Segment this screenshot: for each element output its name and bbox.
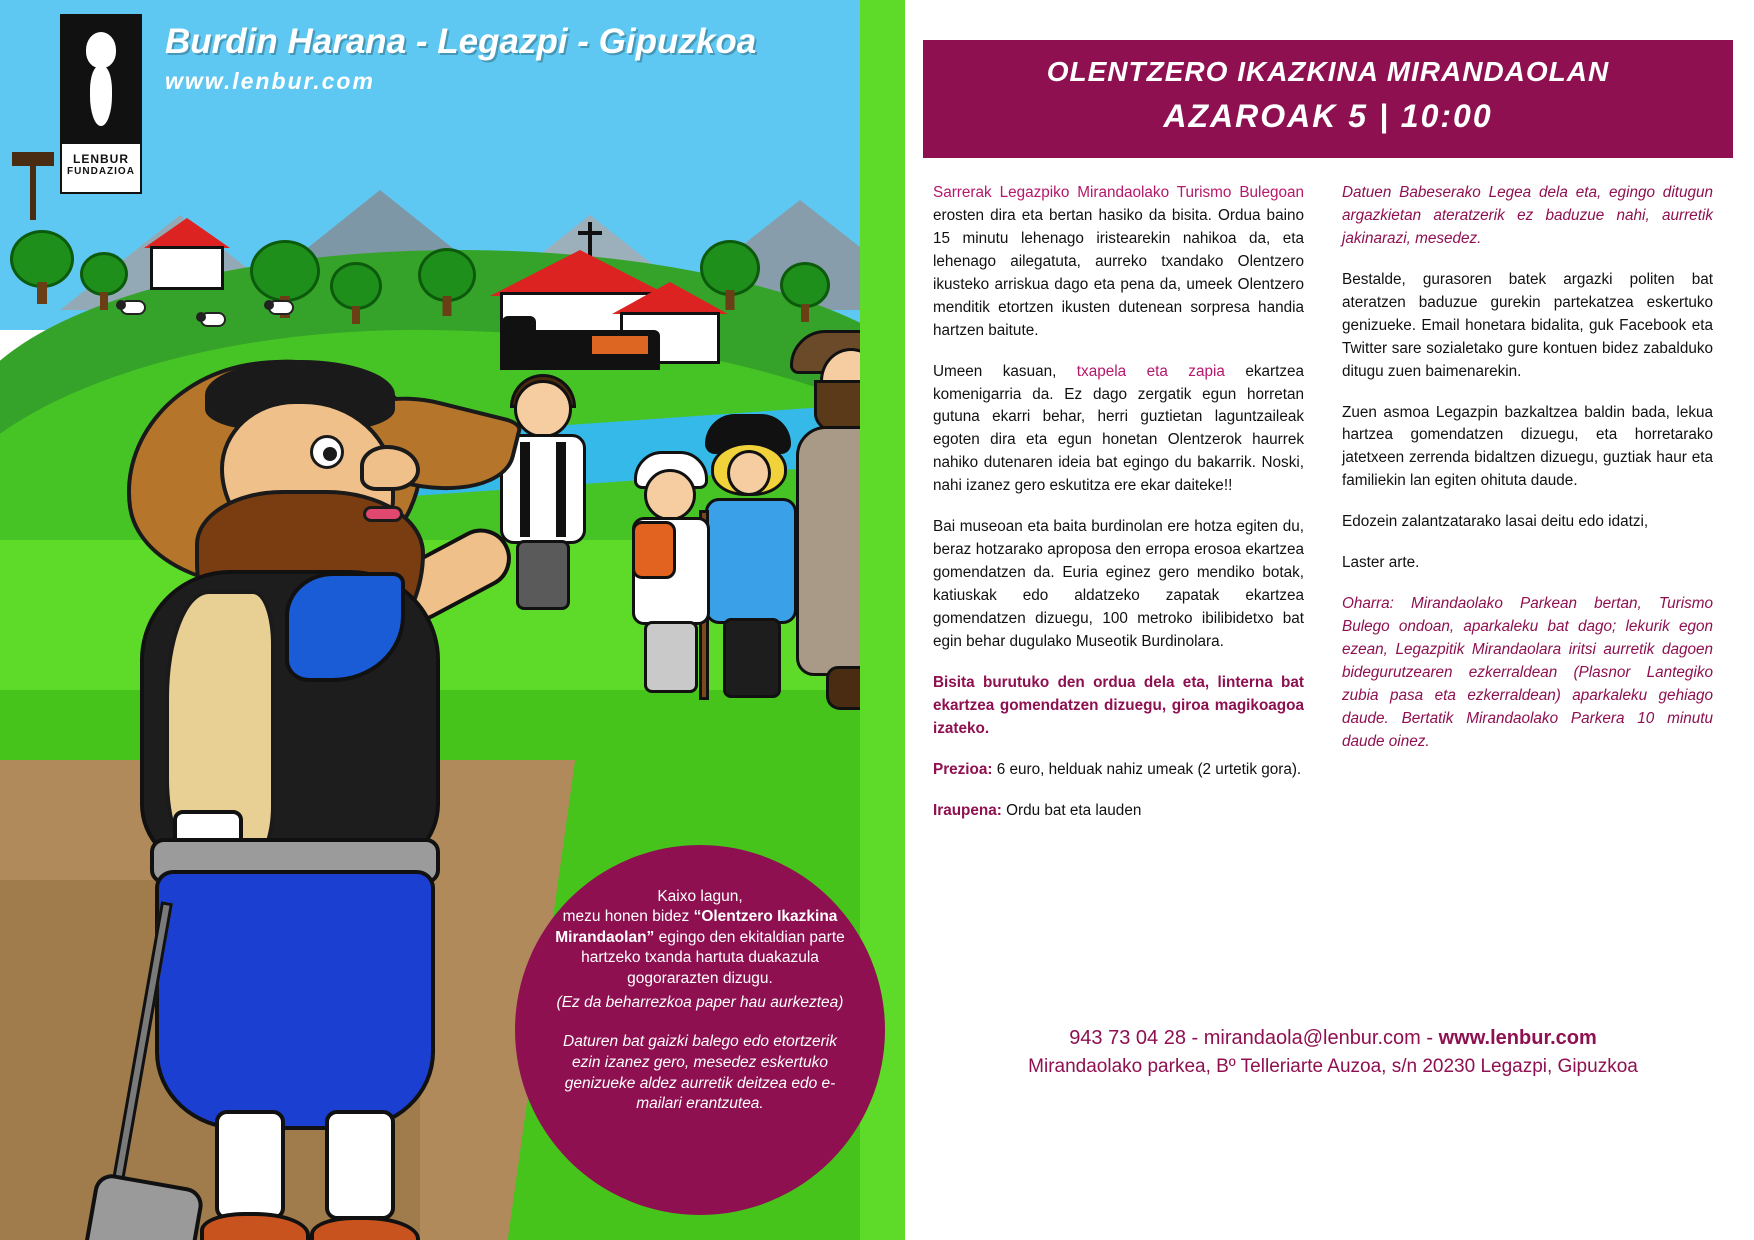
paragraph-clothing: Bai museoan eta baita burdinolan ere hotza egiten du, beraz hotzarako aproposa den erropa erosoa ekartzea gomendatzen da. Euria eginez gero mendiko botak, katiuskak edo aldatzeko zapatak ekartzea gomendatzen dizuegu, 100 metroko ibilibidetxo bat egin behar dugulako Museotik Burdinolara. bbox=[933, 518, 1304, 650]
contact-line bbox=[933, 1027, 1733, 1050]
brand-title bbox=[165, 22, 756, 62]
tree-icon bbox=[780, 262, 830, 308]
bubble-event-title: “Olentzero Ikazkina Mirandaolan” bbox=[555, 908, 838, 946]
right-text-column bbox=[1342, 182, 1713, 1002]
left-text-column bbox=[933, 182, 1304, 1002]
tree-icon bbox=[418, 248, 476, 302]
children-highlight: txapela eta zapia bbox=[1076, 362, 1225, 380]
email-address[interactable]: mirandaola@lenbur.com bbox=[1203, 1027, 1421, 1049]
sock bbox=[325, 1110, 395, 1220]
bubble-line1: Kaixo lagun, bbox=[657, 888, 743, 905]
logo-subtitle: FUNDAZIOA bbox=[67, 166, 135, 177]
tree-icon bbox=[250, 240, 320, 302]
duration-label: Iraupena: bbox=[933, 801, 1002, 819]
website-link[interactable]: www.lenbur.com bbox=[1438, 1027, 1597, 1049]
contact-footer bbox=[933, 1027, 1733, 1078]
tickets-highlight: Sarrerak Legazpiko Mirandaolako Turismo Bulegoan bbox=[933, 184, 1304, 201]
pants bbox=[155, 870, 435, 1130]
event-banner bbox=[923, 40, 1733, 158]
text-columns bbox=[933, 182, 1733, 1002]
bubble-line2: mezu honen bidez bbox=[562, 908, 694, 926]
logo-figure-icon bbox=[62, 16, 140, 144]
reminder-bubble bbox=[515, 845, 885, 1215]
brand-title-bold: Burdin Harana bbox=[165, 22, 407, 61]
paragraph-contact: Edozein zalantzatarako lasai deitu edo idatzi, bbox=[1342, 513, 1649, 531]
separator: - bbox=[1420, 1027, 1439, 1049]
bubble-contact-note: Daturen bat gaizki balego edo etortzerik ezin izanez gero, mesedez eskertuko genizueke aldez aurretik deitzea edo e-mailari erantzutea. bbox=[563, 1032, 837, 1113]
banner-date: AZAROAK 5 | 10:00 bbox=[1163, 98, 1493, 134]
logo-name: LENBUR bbox=[73, 152, 129, 166]
sock bbox=[215, 1110, 285, 1220]
brand-title-rest: - Legazpi - Gipuzkoa bbox=[406, 22, 757, 61]
paragraph-lantern: Bisita burutuko den ordua dela eta, linterna bat ekartzea gomendatzen dizuegu, giroa magikoagoa izateko. bbox=[933, 673, 1304, 737]
brand-url[interactable]: www.lenbur.com bbox=[165, 68, 375, 94]
olentzero-character bbox=[95, 340, 565, 1140]
paragraph-duration bbox=[933, 800, 1304, 823]
paragraph-tickets bbox=[933, 182, 1304, 343]
mouth bbox=[363, 506, 403, 522]
banner-title: OLENTZERO IKAZKINA MIRANDAOLAN bbox=[1046, 56, 1610, 87]
paragraph-price bbox=[933, 759, 1304, 782]
price-value: 6 euro, helduak nahiz umeak (2 urtetik gora). bbox=[992, 760, 1302, 778]
tickets-rest: erosten dira eta bertan hasiko da bisita. Ordua baino 15 minutu lehenago iristearekin nahikoa da, eta lehenago ailegatuta, aurreko txandako Olentzero ikusteko arriskua dago eta pena da, umeek Olentzero menditik etortzen ikusten dutenean sorpresa handia hartzen baitute. bbox=[933, 206, 1304, 339]
paragraph-photos: Bestalde, gurasoren batek argazki politen bat ateratzen baduzue gurekin partekatzea eskertuko genizueke. Email honetara bidalita, guk Facebook eta Twitter sare sozialetako gure kontuen bidez zabalduko ditugu zuen baimenarekin. bbox=[1342, 270, 1713, 380]
paragraph-children bbox=[933, 361, 1304, 499]
info-panel bbox=[905, 0, 1754, 1240]
sheep-icon bbox=[268, 300, 294, 315]
phone-number[interactable]: 943 73 04 28 bbox=[1069, 1027, 1186, 1049]
tree-icon bbox=[80, 252, 128, 296]
paragraph-privacy: Datuen Babeserako Legea dela eta, egingo ditugun argazkietan ateratzerik ez baduzue nahi, aurretik jakinarazi, mesedez. bbox=[1342, 184, 1713, 247]
lenbur-logo bbox=[60, 14, 142, 194]
price-label: Prezioa: bbox=[933, 760, 993, 778]
children-b: ekartzea komenigarria da. Ez dago zergatik egun horretan gutuna ekarri behar, herri guztietan laguntzaileak egoten dira eta egun honetan Olentzerok haurrek nahiko dutenaren ideia bat egingo du bakarrik. Noski, nahi izanez gero eskutitza ere ekar daiteke!! bbox=[933, 362, 1304, 495]
watchtower-icon bbox=[30, 160, 36, 220]
paragraph-lunch: Zuen asmoa Legazpin bazkaltzea baldin bada, lekua hartzea gomendatzen dizuegu, eta horretarako jatetxeen zerrenda bidaltzen dizuegu, guztiak haur eta familiekin lan egiten ohituta daude. bbox=[1342, 403, 1713, 490]
children-a: Umeen kasuan, bbox=[933, 362, 1077, 380]
separator: - bbox=[1185, 1027, 1204, 1049]
duration-value: Ordu bat eta lauden bbox=[1001, 801, 1142, 819]
nose bbox=[360, 445, 420, 491]
paragraph-parking-note: Oharra: Mirandaolako Parkean bertan, Turismo Bulego ondoan, aparkaleku bat dago; lekurik egon ezean, Legazpitik Mirandaolara iritsi aurretik dagoen bidegurutzearen ezkerraldean (Plasnor Lantegiko zubia pasa eta ezkerraldean) aparkaleku gehiago daude. Bertatik Mirandaolako Parkera 10 minutu daude oinez. bbox=[1342, 595, 1713, 750]
bubble-note: (Ez da beharrezkoa paper hau aurkeztea) bbox=[556, 994, 844, 1012]
sheep-icon bbox=[120, 300, 146, 315]
paragraph-farewell: Laster arte. bbox=[1342, 554, 1420, 572]
address-line: Mirandaolako parkea, Bº Telleriarte Auzoa, s/n 20230 Legazpi, Gipuzkoa bbox=[1028, 1056, 1638, 1077]
eye bbox=[310, 435, 344, 469]
tree-icon bbox=[330, 262, 382, 310]
brand-block bbox=[165, 22, 756, 95]
tree-icon bbox=[10, 230, 74, 288]
bubble-line3: egingo den ekitaldian parte hartzeko txanda hartuta duakazula gogorarazten dizugu. bbox=[581, 928, 845, 987]
sheep-icon bbox=[200, 312, 226, 327]
